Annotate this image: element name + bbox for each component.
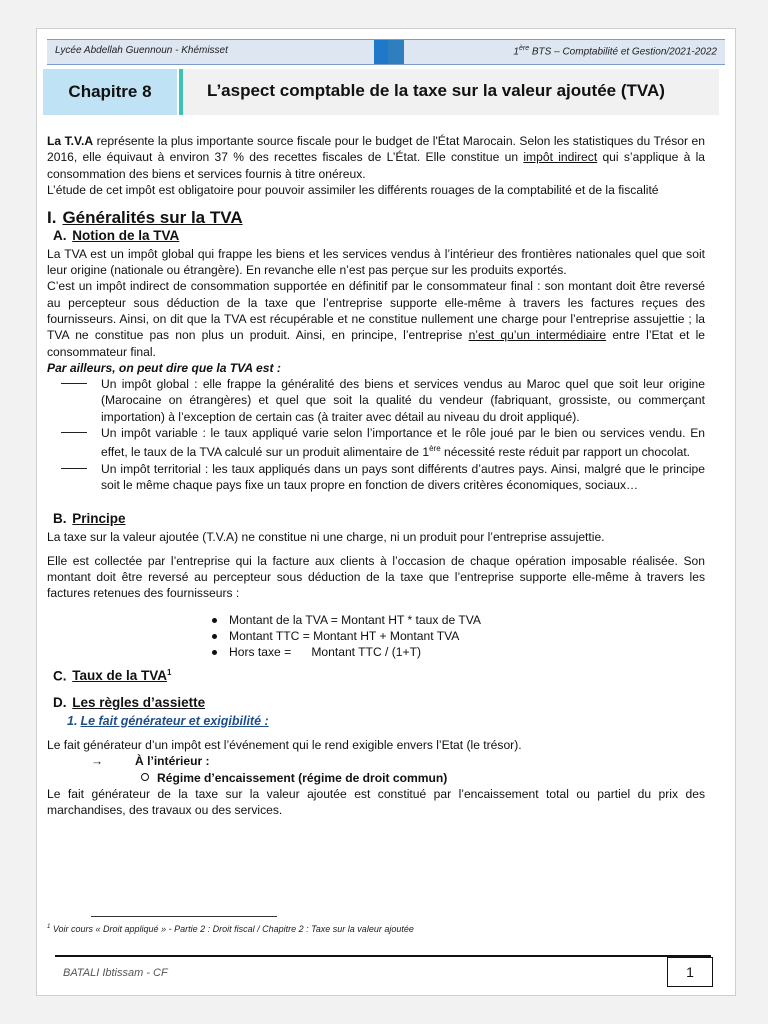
- tva-characteristics-list: [47, 376, 705, 493]
- chapter-label: Chapitre 8: [68, 82, 152, 101]
- list-item: Un impôt global : elle frappe la généralité des biens et services vendus au Maroc quel que soit leur origine (Marocaine on étrangères) et quel que soit la qualité du vendeur (fabriquant, grossiste, ou commerçant importation) à l’exception de certain cas (à traiter avec détail au niveau du droit appliqué).: [47, 376, 705, 425]
- subsection-heading-a: A. Notion de la TVA: [53, 228, 180, 244]
- arrow-icon: →: [91, 754, 104, 769]
- circle-bullet-icon: [141, 773, 149, 781]
- assiette-paragraph-2: Le fait générateur de la taxe sur la valeur ajoutée est constitué par l’encaissement total ou partiel du prix des marchandises, des travaux ou des services.: [47, 786, 705, 818]
- principe-paragraph-2: Elle est collectée par l’entreprise qui la facture aux clients à l’occasion de chaque opération imposable réalisée. Son montant doit être reversé au percepteur sous déduction de la taxe que l’entreprise supporte elle-même à travers les factures retenues des fournisseurs :: [47, 553, 705, 601]
- section-heading-1: I. Généralités sur la TVA: [47, 208, 243, 228]
- chapter-title-box: [183, 69, 719, 115]
- chapter-box: [43, 69, 177, 115]
- list-item: Un impôt territorial : les taux appliqués dans un pays sont différents d’autres pays. Ainsi, malgré que le principe soit le même chaque pays fixe un taux propre en fonction de divers critères économiques, sociaux…: [47, 461, 705, 494]
- document-body: [47, 133, 705, 819]
- header-decoration: [374, 40, 404, 64]
- principe-paragraph-1: La taxe sur la valeur ajoutée (T.V.A) ne constitue ni une charge, ni un produit pour l’entreprise assujettie.: [47, 529, 605, 544]
- footer-separator: [55, 955, 711, 957]
- footnote-ref[interactable]: 1: [167, 667, 172, 677]
- notion-lead: Par ailleurs, on peut dire que la TVA est :: [47, 360, 281, 375]
- notion-paragraph-1: La TVA est un impôt global qui frappe les biens et les services vendus à l’intérieur des frontières nationales quel que soit leur origine (nationale ou étrangère). En revanche elle n’est pas perçue sur les produits exportés.: [47, 246, 705, 278]
- assiette-paragraph-1: Le fait générateur d’un impôt est l’événement qui le rend exigible envers l’Etat (le trésor).: [47, 738, 522, 753]
- list-item: Hors taxe = Montant TTC / (1+T): [47, 644, 705, 660]
- subsection-heading-d: D. Les règles d’assiette: [53, 695, 206, 711]
- interior-label: → À l’intérieur :: [91, 754, 210, 769]
- footer-author: BATALI Ibtissam - CF: [63, 967, 168, 979]
- page-header: [47, 39, 725, 65]
- list-item: Montant de la TVA = Montant HT * taux de TVA: [47, 612, 705, 628]
- intro-paragraph: La T.V.A représente la plus importante source fiscale pour le budget de l'État Marocain. Selon les statistiques du Trésor en 2016, elle équivaut à environ 37 % des recettes fiscales de L’État. Elle constitue un impôt indirect qui s’applique à la consommation des biens et services fournis à titre onéreux.: [47, 134, 705, 181]
- footnote-separator: [91, 916, 277, 917]
- subsubsection-heading: 1. Le fait générateur et exigibilité :: [67, 713, 269, 728]
- list-item: Montant TTC = Montant HT + Montant TVA: [47, 628, 705, 644]
- footnote: $^1$ Voir cours « Droit appliqué » - Partie 2 : Droit fiscal / Chapitre 2 : Taxe sur la valeur ajoutée: [47, 924, 414, 934]
- page-number: 1: [667, 957, 713, 987]
- course-info: 1ère BTS – Comptabilité et Gestion/2021-2022: [513, 45, 717, 58]
- subsection-heading-c: C. Taux de la TVA$^1$: [53, 667, 172, 684]
- formula-list: [47, 612, 705, 661]
- notion-paragraph-2: C’est un impôt indirect de consommation supportée en définitif par le consommateur final : son montant doit être reversé au percepteur sous déduction de la taxe que l’entreprise supporte elle-même à travers les factures reçues des fournisseurs. Ainsi, on dit que la TVA est récupérable et ne constitue nullement une charge pour l’entreprise assujettie ; la TVA ne constitue pas non plus un produit. Ainsi, en principe, l’entreprise n’est qu’un intermédiaire entre l’Etat et le consommateur final.: [47, 279, 706, 359]
- document-page: [36, 28, 736, 996]
- subsection-heading-b: B. Principe: [53, 511, 126, 527]
- chapter-title: L’aspect comptable de la taxe sur la valeur ajoutée (TVA): [207, 81, 665, 100]
- intro-line-2: L’étude de cet impôt est obligatoire pour pouvoir assimiler les différents rouages de la comptabilité et de la fiscalité: [47, 182, 659, 197]
- regime-label: Régime d’encaissement (régime de droit commun): [141, 770, 705, 786]
- list-item: Un impôt variable : le taux appliqué varie selon l’importance et le rôle joué par le bien ou services vendu. En effet, le taux de la TVA calculé sur un produit alimentaire de 1ère nécessité reste réduit par rapport un chocolat.: [47, 425, 705, 461]
- school-name: Lycée Abdellah Guennoun - Khémisset: [55, 45, 228, 56]
